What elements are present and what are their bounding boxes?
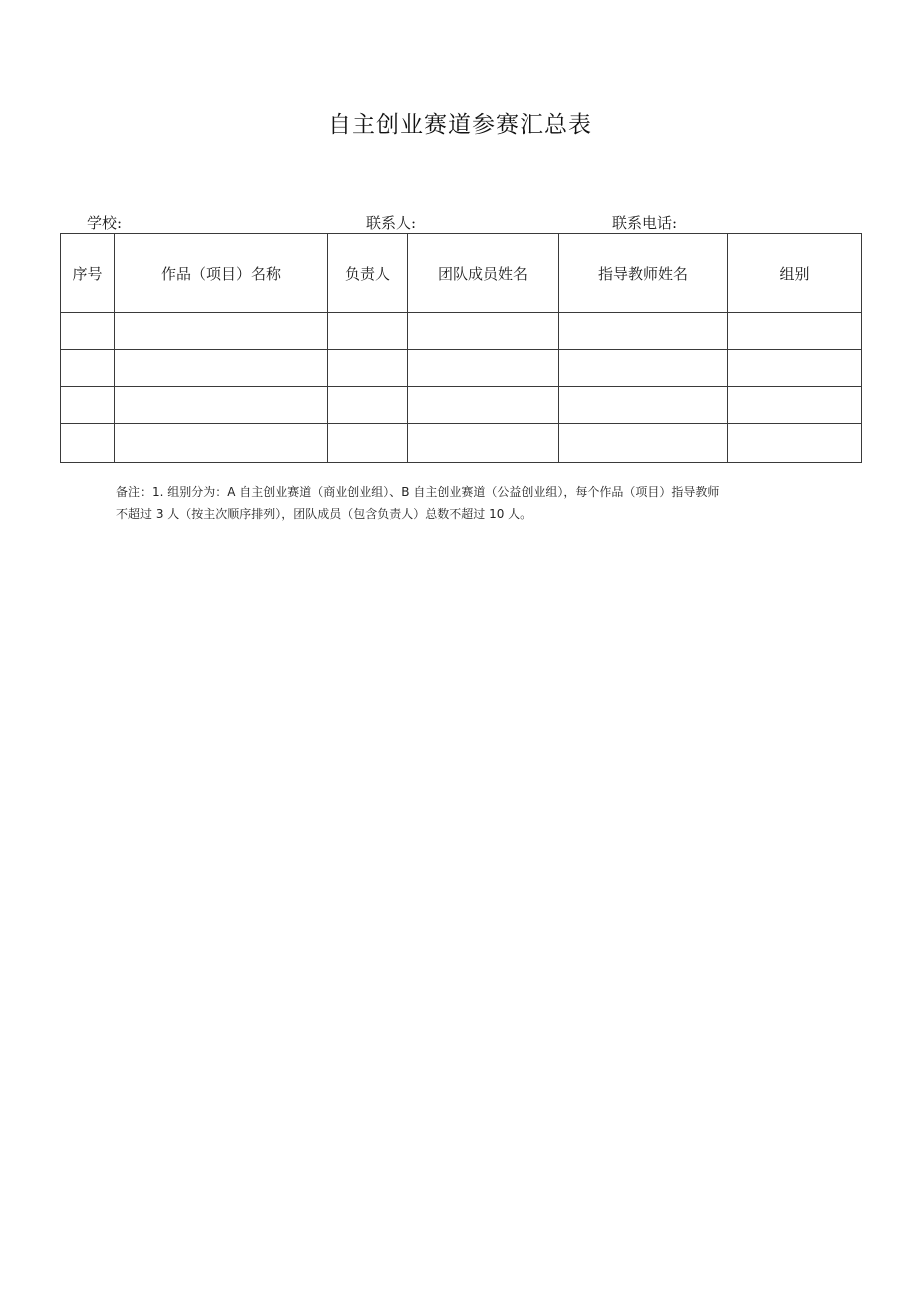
column-header-project-name: 作品（项目）名称	[115, 234, 328, 313]
table-cell	[61, 350, 115, 387]
table-cell	[408, 350, 559, 387]
column-header-group: 组别	[728, 234, 862, 313]
column-header-advisors: 指导教师姓名	[559, 234, 728, 313]
table-cell	[328, 313, 408, 350]
column-header-leader: 负责人	[328, 234, 408, 313]
table-cell	[328, 350, 408, 387]
table-cell	[408, 424, 559, 463]
table-cell	[115, 387, 328, 424]
entry-summary-table	[60, 233, 862, 463]
table-cell	[728, 313, 862, 350]
column-header-seq: 序号	[61, 234, 115, 313]
table-cell	[408, 313, 559, 350]
table-cell	[61, 424, 115, 463]
table-cell	[328, 424, 408, 463]
notes-block	[116, 481, 860, 525]
table-row	[61, 387, 862, 424]
document-title: 自主创业赛道参赛汇总表	[328, 112, 592, 138]
header-fields	[0, 212, 920, 234]
table-cell	[559, 387, 728, 424]
table-row	[61, 424, 862, 463]
table-cell	[61, 387, 115, 424]
table-cell	[559, 350, 728, 387]
column-header-team-members: 团队成员姓名	[408, 234, 559, 313]
table-cell	[559, 424, 728, 463]
table-cell	[61, 313, 115, 350]
table-cell	[408, 387, 559, 424]
table-header-row	[61, 234, 862, 313]
table-cell	[115, 350, 328, 387]
notes-line-1: 备注：1. 组别分为：A 自主创业赛道（商业创业组）、B 自主创业赛道（公益创业组），每个作品（项目）指导教师	[116, 485, 720, 499]
school-label: 学校:	[87, 214, 123, 232]
table-cell	[115, 313, 328, 350]
table-cell	[728, 424, 862, 463]
table-cell	[728, 350, 862, 387]
contact-person-label: 联系人:	[366, 214, 417, 232]
table-cell	[728, 387, 862, 424]
table-cell	[559, 313, 728, 350]
notes-line-2: 不超过 3 人（按主次顺序排列），团队成员（包含负责人）总数不超过 10 人。	[116, 507, 533, 521]
table-row	[61, 313, 862, 350]
contact-phone-label: 联系电话:	[612, 214, 678, 232]
table-row	[61, 350, 862, 387]
table-cell	[328, 387, 408, 424]
table-cell	[115, 424, 328, 463]
